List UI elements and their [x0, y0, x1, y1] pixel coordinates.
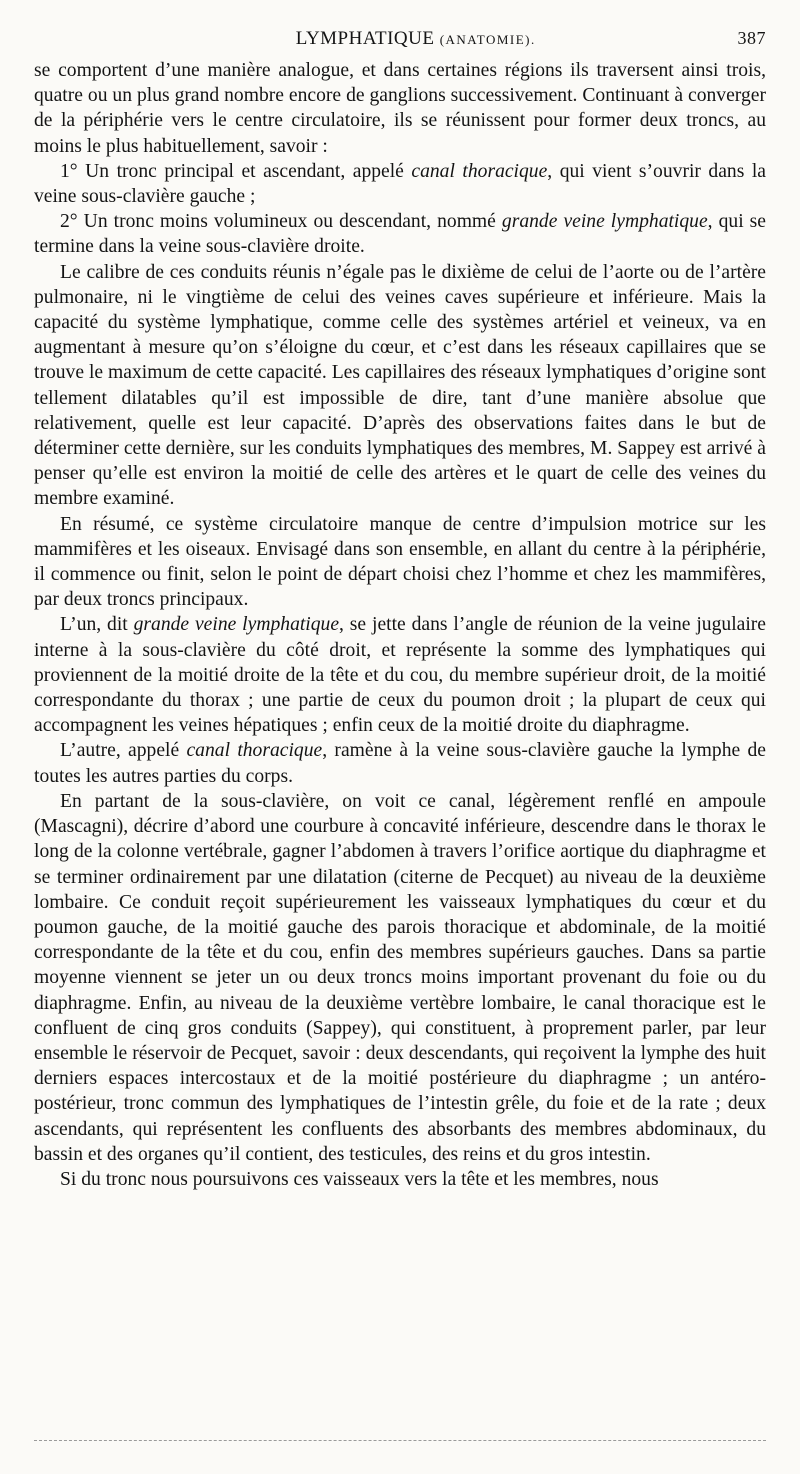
header-title: LYMPHATIQUE — [295, 28, 435, 49]
paragraph: En partant de la sous-clavière, on voit ce canal, légèrement renflé en ampoule (Mascagni), décrire d’abord une courbure à concavité inférieure, descendre dans le thorax le long de la colonne vertébrale, gagner l’abdomen à travers l’orifice aortique du diaphragme et se terminer ordinairement par une dilatation (citerne de Pecquet) au niveau de la deuxième lombaire. Ce conduit reçoit supérieurement les vaisseaux lymphatiques du cœur et du poumon gauche, de la moitié gauche des parois thoracique et abdominale, de la moitié correspondante de la tête et du cou, enfin des membres supérieurs gauches. Dans sa partie moyenne viennent se jeter un ou deux troncs moins important provenant du foie ou du diaphragme. Enfin, au niveau de la deuxième vertèbre lombaire, le canal thoracique est le confluent de cinq gros conduits (Sappey), qui constituent, à proprement parler, par leur ensemble le réservoir de Pecquet, savoir : deux descendants, qui reçoivent la lymphe des huit derniers espaces intercostaux et de la moitié postérieure du diaphragme ; un antéro-postérieur, tronc commun des lymphatiques de l’intestin grêle, du foie et de la rate ; deux ascendants, qui représentent les confluents des absorbants des membres abdominaux, du bassin et des organes qu’il contient, des testicules, des reins et du gros intestin. — [34, 790, 766, 1165]
header-subtitle: (ANATOMIE). — [439, 32, 536, 47]
page-number: 387 — [737, 28, 766, 48]
running-title — [34, 28, 738, 50]
body-text — [34, 58, 766, 1192]
paragraph: 1° Un tronc principal et ascendant, appelé canal thoracique, qui vient s’ouvrir dans la veine sous-clavière gauche ; — [34, 160, 766, 208]
italic-term: grande veine lymphatique — [501, 211, 708, 233]
paragraph: En résumé, ce système circulatoire manque de centre d’impulsion motrice sur les mammifères et les oiseaux. Envisagé dans son ensemble, en allant du centre à la périphérie, il commence ou finit, selon le point de départ choisi chez l’homme et chez les mammifères, par deux troncs principaux. — [34, 513, 766, 611]
paragraph: Le calibre de ces conduits réunis n’égale pas le dixième de celui de l’aorte ou de l’artère pulmonaire, ni le vingtième de celui des veines caves supérieure et inférieure. Mais la capacité du système lymphatique, comme celle des systèmes artériel et veineux, va en augmentant à mesure qu’on s’éloigne du cœur, et c’est dans les réseaux capillaires que se trouve le maximum de cette capacité. Les capillaires des réseaux lymphatiques d’origine sont tellement dilatables qu’il est impossible de dire, tant d’une manière absolue que relativement, quelle est leur capacité. D’après des observations faites dans le but de déterminer cette dernière, sur les conduits lymphatiques des membres, M. Sappey est arrivé à penser qu’elle est environ la moitié de celle des artères et le quart de celle des veines du membre examiné. — [34, 261, 766, 510]
italic-term: grande veine lymphatique — [133, 614, 340, 636]
paragraph: 2° Un tronc moins volumineux ou descendant, nommé grande veine lymphatique, qui se termine dans la veine sous-clavière droite. — [34, 211, 766, 258]
italic-term: canal thoracique — [411, 160, 548, 182]
paragraph: L’autre, appelé canal thoracique, ramène à la veine sous-clavière gauche la lymphe de toutes les autres parties du corps. — [34, 740, 766, 787]
footer-rule — [34, 1440, 766, 1441]
paragraph: Si du tronc nous poursuivons ces vaisseaux vers la tête et les membres, nous — [60, 1168, 659, 1190]
paragraph: L’un, dit grande veine lymphatique, se jette dans l’angle de réunion de la veine jugulaire interne à la sous-clavière du côté droit, et représente la somme des lymphatiques qui proviennent de la moitié droite de la tête et du cou, du membre supérieur droit, de la moitié correspondante du thorax ; une partie de ceux du poumon droit ; la plupart de ceux qui accompagnent les veines hépatiques ; enfin ceux de la moitié droite du diaphragme. — [34, 614, 767, 737]
paragraph: se comportent d’une manière analogue, et dans certaines régions ils traversent ainsi trois, quatre ou un plus grand nombre encore de ganglions successivement. Continuant à converger de la périphérie vers le centre circulatoire, ils se réunissent pour former deux troncs, au moins le plus habituellement, savoir : — [34, 60, 766, 157]
running-head — [34, 28, 766, 58]
italic-term: canal thoracique — [186, 740, 323, 762]
